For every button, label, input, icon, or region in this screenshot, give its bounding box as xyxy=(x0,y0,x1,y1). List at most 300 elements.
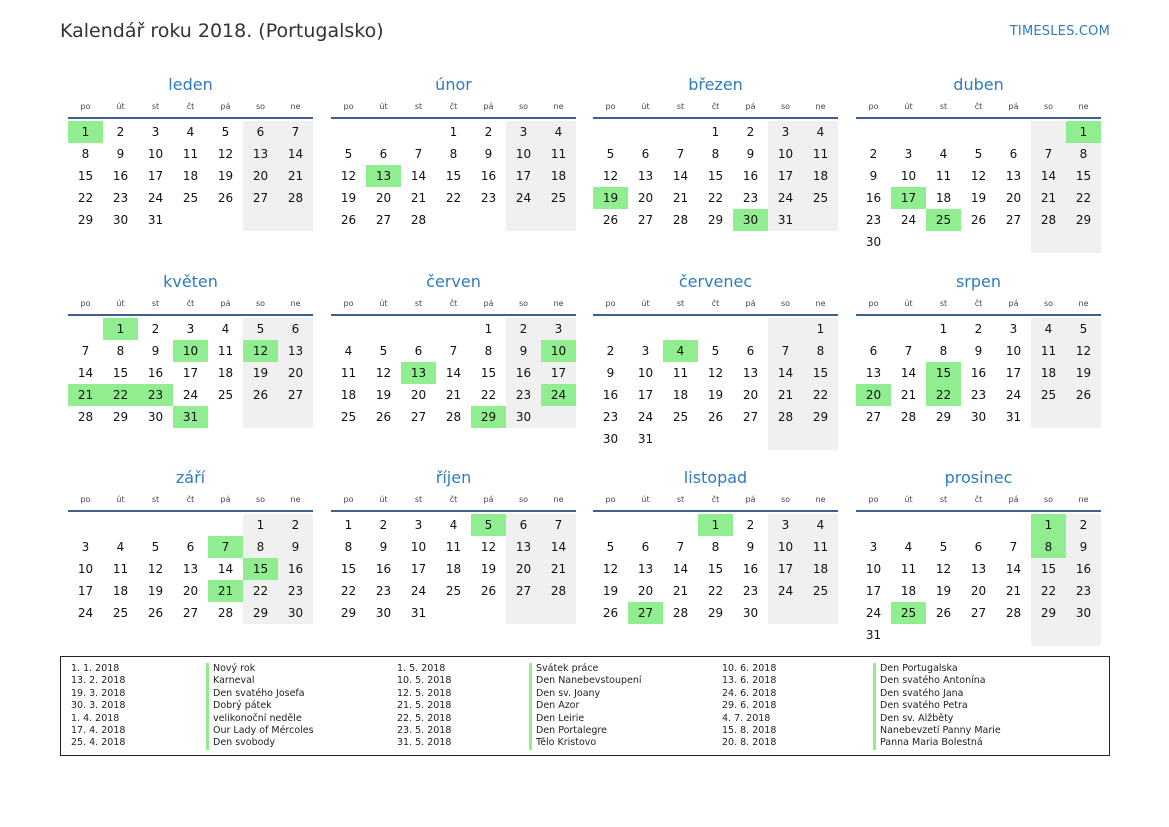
holiday-day-cell: 31 xyxy=(173,406,208,428)
day-cell: 27 xyxy=(375,213,392,227)
holiday-day-cell: 15 xyxy=(243,558,278,580)
day-cell: 17 xyxy=(865,584,882,598)
day-cell: 30 xyxy=(742,606,759,620)
day-cell: 15 xyxy=(112,366,129,380)
day-cell: 18 xyxy=(803,165,838,187)
holiday-date: 1. 5. 2018 xyxy=(397,663,446,674)
day-cell: 5 xyxy=(1066,318,1101,340)
day-cell: 2 xyxy=(506,318,541,340)
holiday-day-cell: 17 xyxy=(891,187,926,209)
holiday-day-cell: 1 xyxy=(1031,514,1066,536)
day-cell: 26 xyxy=(707,410,724,424)
month-name: leden xyxy=(168,75,213,94)
day-cell: 2 xyxy=(606,344,615,358)
day-cell: 2 xyxy=(746,125,755,139)
day-cell: 11 xyxy=(803,536,838,558)
day-cell: 13 xyxy=(637,169,654,183)
day-cell: 24 xyxy=(506,187,541,209)
day-cell: 17 xyxy=(768,165,803,187)
holiday-day-cell: 1 xyxy=(1066,121,1101,143)
empty-cell xyxy=(278,406,313,428)
empty-cell xyxy=(628,121,663,143)
day-cell: 3 xyxy=(81,540,90,554)
day-cell: 19 xyxy=(340,191,357,205)
empty-cell xyxy=(856,514,891,536)
day-cell: 10 xyxy=(147,147,164,161)
weekday-label: út xyxy=(379,495,388,504)
day-cell: 25 xyxy=(672,410,689,424)
day-cell: 8 xyxy=(939,344,948,358)
day-cell: 12 xyxy=(602,562,619,576)
day-cell: 25 xyxy=(1031,384,1066,406)
weekday-label: po xyxy=(605,299,616,308)
day-cell: 8 xyxy=(1066,143,1101,165)
empty-cell xyxy=(593,318,628,340)
day-cell: 30 xyxy=(375,606,392,620)
day-cell: 21 xyxy=(278,165,313,187)
weekday-label: st xyxy=(676,495,685,504)
holiday-day-cell: 8 xyxy=(1031,536,1066,558)
day-cell: 1 xyxy=(484,322,493,336)
day-cell: 3 xyxy=(641,344,650,358)
weekday-label: so xyxy=(255,299,266,308)
day-cell: 4 xyxy=(541,121,576,143)
holiday-day-cell: 4 xyxy=(663,340,698,362)
day-cell: 21 xyxy=(672,584,689,598)
day-cell: 3 xyxy=(506,121,541,143)
day-cell: 5 xyxy=(974,147,983,161)
day-cell: 25 xyxy=(445,584,462,598)
day-cell: 23 xyxy=(865,213,882,227)
day-cell: 10 xyxy=(768,536,803,558)
day-cell: 22 xyxy=(1066,187,1101,209)
day-cell: 14 xyxy=(278,143,313,165)
month-březen xyxy=(593,74,838,231)
empty-cell xyxy=(1031,624,1066,646)
day-cell: 19 xyxy=(1066,362,1101,384)
day-cell: 4 xyxy=(904,540,913,554)
day-cell: 19 xyxy=(147,584,164,598)
weekday-label: st xyxy=(676,102,685,111)
holiday-name: Tělo Kristovo xyxy=(536,737,597,749)
holiday-day-cell: 25 xyxy=(891,602,926,624)
legend-names-column xyxy=(529,663,642,750)
empty-cell xyxy=(593,514,628,536)
empty-cell xyxy=(436,318,471,340)
day-cell: 2 xyxy=(746,518,755,532)
weekday-label: ne xyxy=(553,495,564,504)
day-cell: 24 xyxy=(77,606,94,620)
day-cell: 6 xyxy=(746,344,755,358)
weekday-header xyxy=(856,297,1101,316)
empty-cell xyxy=(243,209,278,231)
day-cell: 31 xyxy=(637,432,654,446)
days-grid xyxy=(331,121,576,231)
day-cell: 21 xyxy=(445,388,462,402)
day-cell: 25 xyxy=(803,187,838,209)
month-name: červen xyxy=(426,272,481,291)
days-grid xyxy=(856,514,1101,646)
holiday-date: 1. 1. 2018 xyxy=(71,663,120,674)
weekday-label: ne xyxy=(290,102,301,111)
day-cell: 8 xyxy=(344,540,353,554)
holiday-day-cell: 23 xyxy=(138,384,173,406)
day-cell: 10 xyxy=(1005,344,1022,358)
weekday-label: čt xyxy=(711,102,720,111)
weekday-label: st xyxy=(939,102,948,111)
day-cell: 17 xyxy=(410,562,427,576)
weekday-label: čt xyxy=(974,495,983,504)
day-cell: 29 xyxy=(112,410,129,424)
weekday-label: čt xyxy=(711,299,720,308)
holiday-date: 10. 6. 2018 xyxy=(722,663,777,674)
holiday-legend xyxy=(60,656,1110,756)
weekday-label: po xyxy=(868,102,879,111)
day-cell: 24 xyxy=(182,388,199,402)
holiday-date: 25. 4. 2018 xyxy=(71,737,126,749)
day-cell: 11 xyxy=(541,143,576,165)
month-duben xyxy=(856,74,1101,253)
empty-cell xyxy=(506,209,541,231)
holiday-date: 13. 6. 2018 xyxy=(722,675,777,687)
weekday-label: st xyxy=(151,299,160,308)
weekday-label: so xyxy=(780,102,791,111)
day-cell: 26 xyxy=(217,191,234,205)
days-grid xyxy=(68,121,313,231)
day-cell: 4 xyxy=(186,125,195,139)
days-grid xyxy=(856,318,1101,428)
day-cell: 2 xyxy=(484,125,493,139)
empty-cell xyxy=(541,209,576,231)
holiday-name: Den sv. Alžběty xyxy=(880,712,954,724)
day-cell: 6 xyxy=(278,318,313,340)
day-cell: 13 xyxy=(970,562,987,576)
weekday-header xyxy=(331,100,576,119)
empty-cell xyxy=(733,318,768,340)
day-cell: 23 xyxy=(1066,580,1101,602)
day-cell: 23 xyxy=(970,388,987,402)
day-cell: 11 xyxy=(445,540,462,554)
day-cell: 19 xyxy=(707,388,724,402)
day-cell: 4 xyxy=(221,322,230,336)
empty-cell xyxy=(891,318,926,340)
day-cell: 22 xyxy=(480,388,497,402)
day-cell: 20 xyxy=(278,362,313,384)
day-cell: 21 xyxy=(768,384,803,406)
holiday-date: 15. 8. 2018 xyxy=(722,724,777,736)
day-cell: 25 xyxy=(182,191,199,205)
holiday-date: 1. 4. 2018 xyxy=(71,712,120,724)
holiday-date: 12. 5. 2018 xyxy=(397,687,452,699)
day-cell: 30 xyxy=(147,410,164,424)
holiday-day-cell: 10 xyxy=(541,340,576,362)
days-grid xyxy=(68,318,313,428)
day-cell: 13 xyxy=(243,143,278,165)
day-cell: 15 xyxy=(340,562,357,576)
day-cell: 20 xyxy=(506,558,541,580)
empty-cell xyxy=(471,602,506,624)
holiday-date: 20. 8. 2018 xyxy=(722,737,777,749)
day-cell: 1 xyxy=(449,125,458,139)
holiday-name: Panna Maria Bolestná xyxy=(880,737,983,749)
day-cell: 22 xyxy=(1031,580,1066,602)
weekday-header xyxy=(331,297,576,316)
holiday-day-cell: 15 xyxy=(926,362,961,384)
holiday-name: Den svatého Antonína xyxy=(880,675,986,687)
day-cell: 31 xyxy=(768,209,803,231)
day-cell: 21 xyxy=(672,191,689,205)
weekday-label: út xyxy=(379,102,388,111)
day-cell: 23 xyxy=(480,191,497,205)
day-cell: 2 xyxy=(116,125,125,139)
holiday-name: Den svatého Josefa xyxy=(213,687,305,699)
month-name: červenec xyxy=(678,272,753,291)
weekday-label: po xyxy=(343,299,354,308)
weekday-label: ne xyxy=(1078,299,1089,308)
holiday-date: 10. 5. 2018 xyxy=(397,675,452,687)
day-cell: 26 xyxy=(375,410,392,424)
legend-dates-column xyxy=(722,663,776,750)
day-cell: 7 xyxy=(1031,143,1066,165)
day-cell: 16 xyxy=(278,558,313,580)
day-cell: 17 xyxy=(182,366,199,380)
weekday-label: čt xyxy=(186,299,195,308)
day-cell: 23 xyxy=(506,384,541,406)
day-cell: 16 xyxy=(112,169,129,183)
day-cell: 8 xyxy=(449,147,458,161)
weekday-label: ne xyxy=(553,102,564,111)
day-cell: 26 xyxy=(1066,384,1101,406)
weekday-label: st xyxy=(151,102,160,111)
day-cell: 5 xyxy=(344,147,353,161)
day-cell: 14 xyxy=(77,366,94,380)
empty-cell xyxy=(996,231,1031,253)
day-cell: 29 xyxy=(935,410,952,424)
holiday-date: 17. 4. 2018 xyxy=(71,724,126,736)
day-cell: 5 xyxy=(243,318,278,340)
day-cell: 23 xyxy=(742,584,759,598)
empty-cell xyxy=(926,121,961,143)
day-cell: 27 xyxy=(742,410,759,424)
empty-cell xyxy=(506,602,541,624)
day-cell: 9 xyxy=(606,366,615,380)
holiday-name: Den svatého Jana xyxy=(880,687,964,699)
holiday-name: Nový rok xyxy=(213,663,256,674)
weekday-label: so xyxy=(1043,299,1054,308)
day-cell: 12 xyxy=(375,366,392,380)
weekday-label: pá xyxy=(220,495,231,504)
weekday-label: út xyxy=(641,102,650,111)
day-cell: 3 xyxy=(186,322,195,336)
day-cell: 1 xyxy=(711,125,720,139)
day-cell: 2 xyxy=(379,518,388,532)
day-cell: 14 xyxy=(768,362,803,384)
holiday-date: 24. 6. 2018 xyxy=(722,687,777,699)
day-cell: 11 xyxy=(112,562,129,576)
day-cell: 6 xyxy=(243,121,278,143)
empty-cell xyxy=(436,602,471,624)
empty-cell xyxy=(628,318,663,340)
empty-cell xyxy=(996,624,1031,646)
day-cell: 25 xyxy=(112,606,129,620)
holiday-day-cell: 10 xyxy=(173,340,208,362)
weekday-label: ne xyxy=(815,299,826,308)
day-cell: 16 xyxy=(602,388,619,402)
weekday-label: pá xyxy=(483,299,494,308)
weekday-label: st xyxy=(414,299,423,308)
day-cell: 6 xyxy=(414,344,423,358)
month-září xyxy=(68,467,313,624)
month-leden xyxy=(68,74,313,231)
day-cell: 24 xyxy=(637,410,654,424)
day-cell: 2 xyxy=(1066,514,1101,536)
day-cell: 11 xyxy=(1031,340,1066,362)
legend-names-column xyxy=(873,663,1001,750)
day-cell: 30 xyxy=(602,432,619,446)
day-cell: 28 xyxy=(77,410,94,424)
empty-cell xyxy=(1031,121,1066,143)
day-cell: 29 xyxy=(707,606,724,620)
weekday-label: út xyxy=(641,299,650,308)
day-cell: 5 xyxy=(606,147,615,161)
empty-cell xyxy=(856,121,891,143)
brand-link[interactable]: TIMESLES.COM xyxy=(1009,24,1110,39)
day-cell: 28 xyxy=(672,606,689,620)
weekday-label: po xyxy=(868,495,879,504)
day-cell: 14 xyxy=(672,169,689,183)
weekday-label: po xyxy=(80,102,91,111)
weekday-label: po xyxy=(343,102,354,111)
day-cell: 19 xyxy=(375,388,392,402)
weekday-header xyxy=(593,493,838,512)
day-cell: 11 xyxy=(672,366,689,380)
weekday-label: út xyxy=(904,299,913,308)
day-cell: 4 xyxy=(449,518,458,532)
day-cell: 19 xyxy=(935,584,952,598)
weekday-label: po xyxy=(80,299,91,308)
day-cell: 24 xyxy=(768,187,803,209)
weekday-label: st xyxy=(151,495,160,504)
empty-cell xyxy=(208,209,243,231)
month-name: květen xyxy=(163,272,218,291)
empty-cell xyxy=(471,209,506,231)
day-cell: 18 xyxy=(112,584,129,598)
day-cell: 8 xyxy=(81,147,90,161)
empty-cell xyxy=(996,514,1031,536)
day-cell: 18 xyxy=(803,558,838,580)
day-cell: 25 xyxy=(217,388,234,402)
day-cell: 11 xyxy=(900,562,917,576)
day-cell: 22 xyxy=(77,191,94,205)
day-cell: 5 xyxy=(379,344,388,358)
empty-cell xyxy=(926,624,961,646)
day-cell: 28 xyxy=(278,187,313,209)
empty-cell xyxy=(698,318,733,340)
day-cell: 9 xyxy=(746,147,755,161)
day-cell: 8 xyxy=(711,540,720,554)
day-cell: 15 xyxy=(803,362,838,384)
days-grid xyxy=(593,318,838,450)
month-srpen xyxy=(856,271,1101,428)
day-cell: 16 xyxy=(147,366,164,380)
page-title: Kalendář roku 2018. (Portugalsko) xyxy=(60,20,384,42)
day-cell: 12 xyxy=(707,366,724,380)
weekday-label: po xyxy=(343,495,354,504)
day-cell: 14 xyxy=(541,536,576,558)
day-cell: 23 xyxy=(375,584,392,598)
day-cell: 18 xyxy=(182,169,199,183)
day-cell: 12 xyxy=(217,147,234,161)
day-cell: 24 xyxy=(410,584,427,598)
day-cell: 11 xyxy=(217,344,234,358)
empty-cell xyxy=(331,318,366,340)
empty-cell xyxy=(663,318,698,340)
holiday-day-cell: 13 xyxy=(366,165,401,187)
weekday-label: po xyxy=(605,495,616,504)
holiday-day-cell: 22 xyxy=(103,384,138,406)
day-cell: 17 xyxy=(77,584,94,598)
days-grid xyxy=(856,121,1101,253)
weekday-label: st xyxy=(939,299,948,308)
day-cell: 10 xyxy=(410,540,427,554)
holiday-day-cell: 25 xyxy=(926,209,961,231)
holiday-day-cell: 5 xyxy=(471,514,506,536)
day-cell: 8 xyxy=(711,147,720,161)
weekday-label: pá xyxy=(220,102,231,111)
empty-cell xyxy=(891,231,926,253)
day-cell: 5 xyxy=(606,540,615,554)
day-cell: 22 xyxy=(707,191,724,205)
empty-cell xyxy=(1066,624,1101,646)
day-cell: 15 xyxy=(77,169,94,183)
month-name: listopad xyxy=(683,468,748,487)
days-grid xyxy=(593,121,838,231)
weekday-label: so xyxy=(1043,495,1054,504)
holiday-date: 31. 5. 2018 xyxy=(397,737,452,749)
empty-cell xyxy=(926,231,961,253)
day-cell: 6 xyxy=(506,514,541,536)
empty-cell xyxy=(1066,406,1101,428)
month-květen xyxy=(68,271,313,428)
weekday-header xyxy=(593,100,838,119)
day-cell: 8 xyxy=(803,340,838,362)
day-cell: 31 xyxy=(147,213,164,227)
days-grid xyxy=(331,514,576,624)
day-cell: 17 xyxy=(768,558,803,580)
holiday-date: 13. 2. 2018 xyxy=(71,675,126,687)
month-říjen xyxy=(331,467,576,624)
day-cell: 12 xyxy=(935,562,952,576)
weekday-label: út xyxy=(116,299,125,308)
day-cell: 26 xyxy=(970,213,987,227)
month-prosinec xyxy=(856,467,1101,646)
weekday-label: so xyxy=(518,299,529,308)
day-cell: 7 xyxy=(676,540,685,554)
day-cell: 27 xyxy=(637,213,654,227)
day-cell: 24 xyxy=(900,213,917,227)
day-cell: 16 xyxy=(742,562,759,576)
day-cell: 18 xyxy=(935,191,952,205)
holiday-name: Den Leirie xyxy=(536,712,585,724)
day-cell: 18 xyxy=(445,562,462,576)
weekday-label: so xyxy=(518,495,529,504)
day-cell: 29 xyxy=(1031,602,1066,624)
weekday-label: st xyxy=(414,495,423,504)
day-cell: 7 xyxy=(449,344,458,358)
day-cell: 20 xyxy=(410,388,427,402)
weekday-label: ne xyxy=(815,102,826,111)
day-cell: 13 xyxy=(278,340,313,362)
